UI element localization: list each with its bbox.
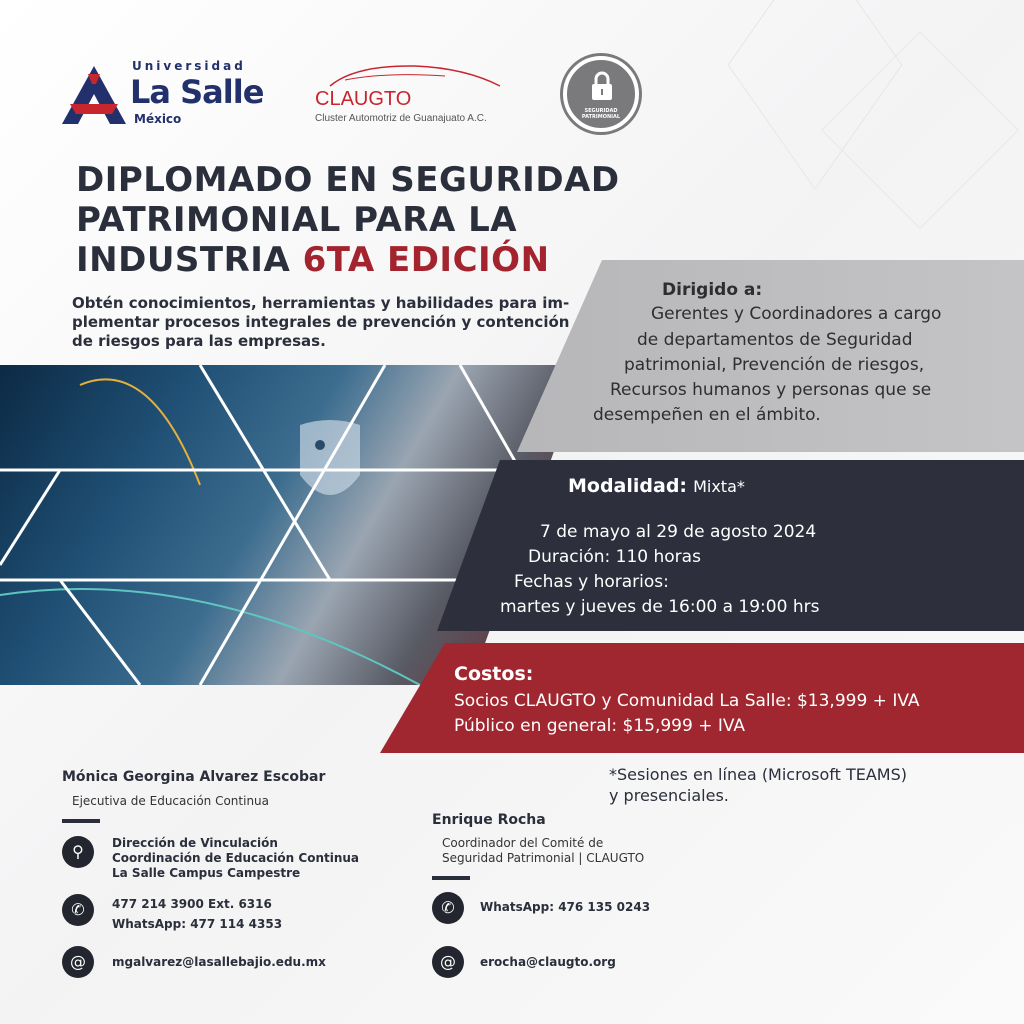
claugto-name: CLAUGTO [315, 88, 412, 110]
dirigido-line: de departamentos de Seguridad [637, 330, 913, 350]
role-line: Seguridad Patrimonial | CLAUGTO [442, 851, 645, 865]
dirigido-line: Recursos humanos y personas que se [610, 380, 932, 400]
divider [432, 876, 470, 880]
sessions-note [609, 764, 907, 806]
note-line1: *Sesiones en línea (Microsoft TEAMS) [609, 765, 907, 784]
email-icon: @ [62, 946, 94, 978]
car-outline-icon [325, 60, 505, 88]
contact1-phones [112, 894, 282, 934]
claugto-logo [305, 60, 515, 134]
role-line: Coordinador del Comité de [442, 836, 604, 850]
costos-line: Público en general: $15,999 + IVA [454, 716, 746, 736]
contact1-role: Ejecutiva de Educación Continua [72, 794, 270, 808]
la-salle-line1: Universidad [132, 59, 246, 73]
title-line3: INDUSTRIA [76, 240, 291, 280]
contact2-whatsapp[interactable]: WhatsApp: 476 135 0243 [480, 900, 651, 914]
modalidad-line: Fechas y horarios: [514, 572, 669, 592]
contact2-email[interactable]: erocha@claugto.org [480, 955, 616, 969]
phone-icon: ✆ [62, 894, 94, 926]
title-line1: DIPLOMADO EN SEGURIDAD [76, 160, 620, 200]
claugto-subtitle: Cluster Automotriz de Guanajuato A.C. [315, 113, 487, 124]
padlock-icon [591, 70, 613, 102]
address-line: Coordinación de Educación Continua [112, 851, 360, 865]
address-line: La Salle Campus Campestre [112, 866, 301, 880]
modalidad-line: martes y jueves de 16:00 a 19:00 hrs [500, 597, 820, 617]
la-salle-line2: La Salle [130, 73, 264, 111]
contact2-role [442, 836, 644, 866]
phone-number[interactable]: 477 214 3900 Ext. 6316 [112, 897, 272, 911]
dirigido-heading: Dirigido a: [662, 280, 763, 300]
email-icon: @ [432, 946, 464, 978]
whatsapp-number[interactable]: WhatsApp: 477 114 4353 [112, 917, 283, 931]
modalidad-value: Mixta* [693, 477, 745, 496]
title-line2: PATRIMONIAL PARA LA [76, 200, 518, 240]
contact1-address [112, 836, 359, 881]
contact1-email[interactable]: mgalvarez@lasallebajio.edu.mx [112, 955, 326, 969]
la-salle-line3: México [134, 112, 182, 126]
dirigido-line: patrimonial, Prevención de riesgos, [624, 355, 925, 375]
dirigido-line: desempeñen en el ámbito. [593, 405, 821, 425]
costos-line: Socios CLAUGTO y Comunidad La Salle: $13,999 + IVA [454, 691, 920, 711]
contact2-name: Enrique Rocha [432, 812, 546, 828]
page-title [76, 160, 676, 280]
edition-label: 6TA EDICIÓN [302, 240, 550, 280]
dirigido-line: Gerentes y Coordinadores a cargo [651, 304, 942, 324]
modalidad-line: 7 de mayo al 29 de agosto 2024 [540, 522, 817, 542]
contact1-name: Mónica Georgina Alvarez Escobar [62, 769, 326, 785]
phone-icon: ✆ [432, 892, 464, 924]
modalidad-label: Modalidad: [568, 475, 688, 497]
address-line: Dirección de Vinculación [112, 836, 278, 850]
intro-text: Obtén conocimientos, herramientas y habilidades para im-plementar procesos integrales de prevención y contención de riesgos para las empresas. [72, 294, 570, 350]
note-line2: y presenciales. [609, 786, 729, 805]
modalidad-line: Duración: 110 horas [528, 547, 701, 567]
la-salle-emblem-icon [62, 66, 126, 124]
divider [62, 819, 100, 823]
la-salle-logo [62, 60, 262, 134]
location-pin-icon: ⚲ [62, 836, 94, 868]
costos-heading: Costos: [454, 663, 534, 685]
seguridad-patrimonial-logo [563, 56, 639, 132]
seguridad-logo-text: SEGURIDAD PATRIMONIAL [581, 108, 621, 120]
